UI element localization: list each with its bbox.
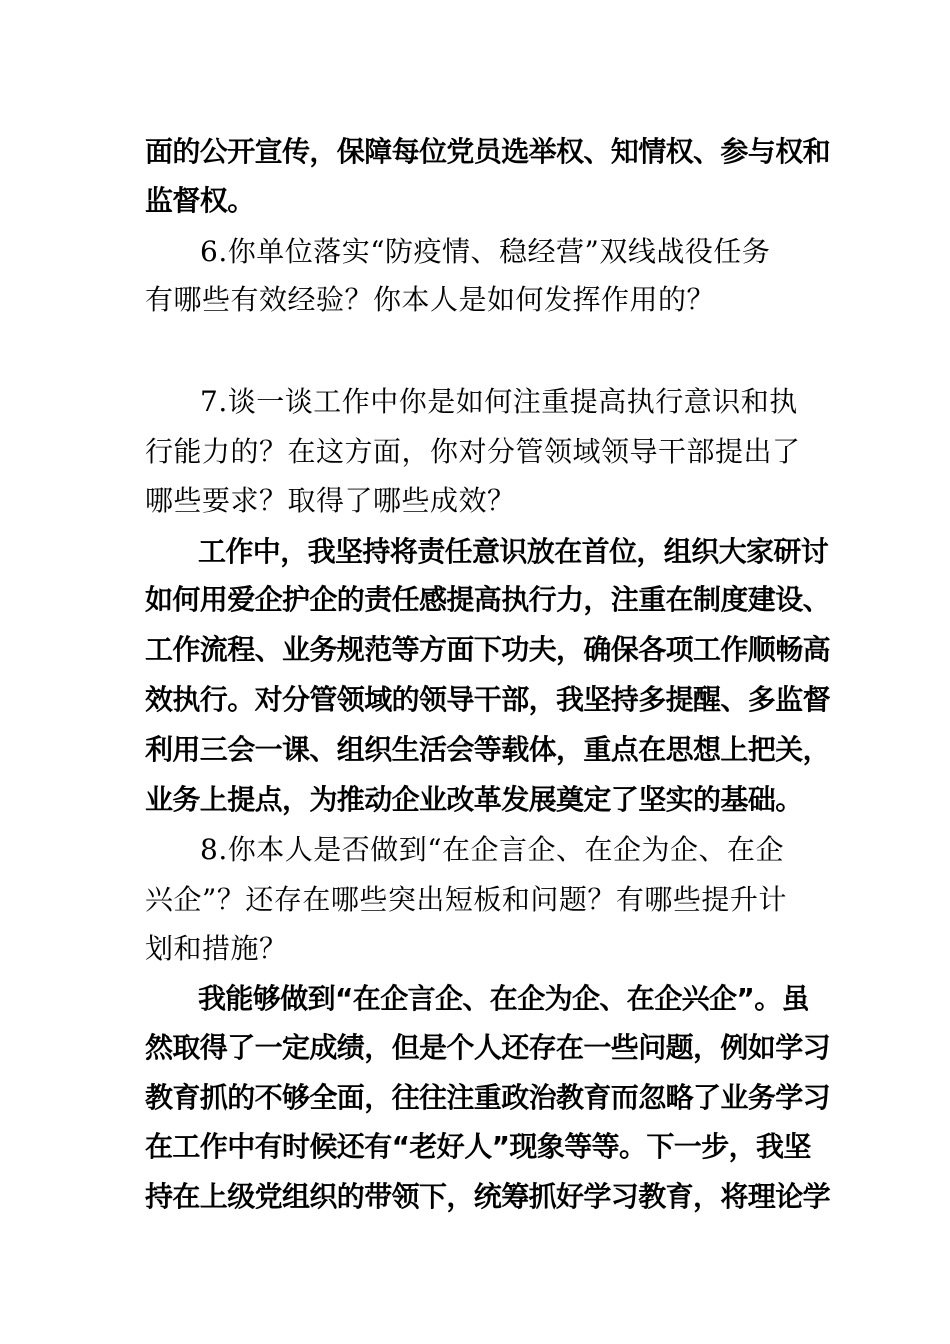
answer-line: 工作流程、业务规范等方面下功夫，确保各项工作顺畅高 xyxy=(145,633,831,666)
question-line: 7.谈一谈工作中你是如何注重提高执行意识和执 xyxy=(200,385,798,418)
answer-line: 如何用爱企护企的责任感提高执行力，注重在制度建设、 xyxy=(145,583,831,616)
question-line: 划和措施？ xyxy=(145,932,288,965)
answer-line: 效执行。对分管领域的领导干部，我坚持多提醒、多监督 xyxy=(145,683,831,716)
question-line: 8.你本人是否做到“在企言企、在企为企、在企 xyxy=(200,833,785,866)
answer-line: 然取得了一定成绩，但是个人还存在一些问题，例如学习 xyxy=(145,1031,831,1064)
question-line: 哪些要求？取得了哪些成效？ xyxy=(145,484,516,517)
answer-line: 工作中，我坚持将责任意识放在首位，组织大家研讨 xyxy=(198,535,829,568)
question-line: 行能力的？在这方面，你对分管领域领导干部提出了 xyxy=(145,435,801,468)
answer-line: 持在上级党组织的带领下，统筹抓好学习教育，将理论学 xyxy=(145,1180,831,1213)
answer-line: 业务上提点，为推动企业改革发展奠定了坚实的基础。 xyxy=(145,783,803,816)
answer-line: 教育抓的不够全面，往往注重政治教育而忽略了业务学习 xyxy=(145,1081,831,1114)
answer-line: 我能够做到“在企言企、在企为企、在企兴企”。虽 xyxy=(198,982,810,1015)
answer-line: 利用三会一课、组织生活会等载体，重点在思想上把关， xyxy=(145,733,831,766)
body-text-line: 面的公开宣传，保障每位党员选举权、知情权、参与权和 xyxy=(145,135,831,168)
question-line: 兴企”？还存在哪些突出短板和问题？有哪些提升计 xyxy=(145,883,787,916)
question-line: 6.你单位落实“防疫情、稳经营”双线战役任务 xyxy=(200,235,771,268)
body-text-line: 监督权。 xyxy=(145,184,255,217)
answer-line: 在工作中有时候还有“老好人”现象等等。下一步，我坚 xyxy=(145,1130,811,1163)
question-line: 有哪些有效经验？你本人是如何发挥作用的？ xyxy=(145,283,716,316)
